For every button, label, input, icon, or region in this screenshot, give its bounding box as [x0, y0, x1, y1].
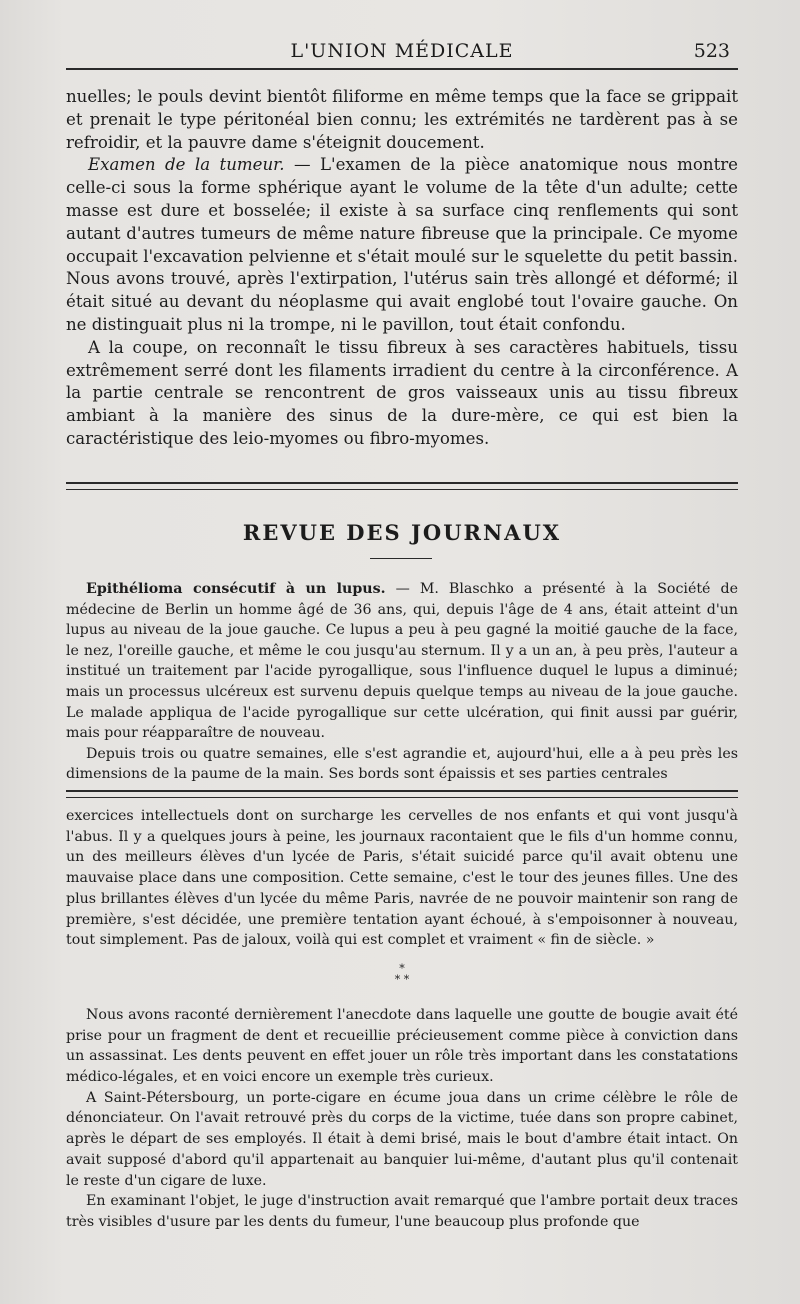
paragraph: A la coupe, on reconnaît le tissu fibreux à ses caractères habituels, tissu extrêmement serré dont les filaments irradient du centre à la circonférence. A la partie centrale se rencontrent de gros vaisseaux unis au tissu fibreux ambiant à la manière des sinus de la dure-mère, ce qui est bien la caractéristique des leio-myomes ou fibro-myomes.	[66, 337, 738, 448]
feuilleton-divider	[66, 790, 738, 798]
section-divider	[66, 482, 738, 490]
paragraph: Nous avons raconté dernièrement l'anecdote dans laquelle une goutte de bougie avait été prise pour un fragment de dent et recueillie précieusement comme pièce à conviction dans un assassinat. Les dents peuvent en effet jouer un rôle très important dans les constatations médico-légales, et en voici encore un exemple très curieux.	[66, 1006, 738, 1086]
section-title-underline	[370, 558, 432, 559]
section-title: REVUE DES JOURNAUX	[242, 520, 562, 545]
paragraph	[66, 579, 738, 744]
paragraph-text: — M. Blaschko a présenté à la Société de médecine de Berlin un homme âgé de 36 ans, qui, depuis l'âge de 4 ans, était atteint d'un lupus au niveau de la joue gauche. Ce lupus a peu à peu gagné la moitié gauche de la face, le nez, l'oreille gauche, et même le cou jusqu'au sternum. Il y a un an, à peu près, l'auteur a institué un traitement par l'acide pyrogallique, sous l'influence duquel le lupus a diminué; mais un processus ulcéreux est survenu depuis quelque temps au niveau de la joue gauche. Le malade appliqua de l'acide pyrogallique sur cette ulcération, qui finit aussi par guérir, mais pour réapparaître de nouveau.	[66, 581, 738, 742]
paragraph: exercices intellectuels dont on surcharge les cervelles de nos enfants et qui vont jusqu'à l'abus. Il y a quelques jours à peine, les journaux racontaient que le fils d'un homme connu, un des meilleurs élèves d'un lycée de Paris, s'était suicidé parce qu'il avait obtenu une mauvaise place dans une composition. Cette semaine, c'est le tour des jeunes filles. Une des plus brillantes élèves d'un lycée du même Paris, navrée de ne pouvoir maintenir son rang de première, s'est décidée, une première tentation ayant échoué, à s'empoisonner à nouveau, tout simplement. Pas de jaloux, voilà qui est complet et vraiment « fin de siècle. »	[66, 808, 738, 949]
paragraph: Depuis trois ou quatre semaines, elle s'est agrandie et, aujourd'hui, elle a à peu près les dimensions de la paume de la main. Ses bords sont épaissis et ses parties centrales	[66, 745, 738, 783]
paragraph	[66, 154, 738, 336]
article-heading: Epithélioma consécutif à un lupus.	[86, 581, 386, 597]
header-rule	[66, 68, 738, 70]
running-title: L'UNION MÉDICALE	[290, 40, 514, 62]
paragraph: nuelles; le pouls devint bientôt filiforme en même temps que la face se grippait et prenait le type péritonéal bien connu; les extrémités ne tardèrent pas à se refroidir, et la pauvre dame s'éteignit doucement.	[66, 87, 738, 152]
article-epithelioma	[66, 579, 738, 785]
article-tumor-case	[66, 86, 738, 451]
page-number: 523	[693, 40, 730, 62]
page-header	[66, 40, 738, 70]
feuilleton	[66, 806, 738, 1233]
paragraph-heading: Examen de la tumeur.	[88, 155, 285, 175]
paragraph: A Saint-Pétersbourg, un porte-cigare en écume joua dans un crime célèbre le rôle de dénonciateur. On l'avait retrouvé près du corps de la victime, tuée dans son propre cabinet, après le départ de ses employés. Il était à demi brisé, mais le bout d'ambre était intact. On avait supposé d'abord qu'il appartenait au banquier lui-même, d'autant plus qu'il contenait le reste d'un cigare de luxe.	[66, 1089, 738, 1189]
asterism: * * *	[394, 961, 410, 986]
paragraph-text: — L'examen de la pièce anatomique nous montre celle-ci sous la forme sphérique ayant le volume de la tête d'un adulte; cette masse est dure et bosselée; il existe à sa surface cinq renflements qui sont autant d'autres tumeurs de même nature fibreuse que la principale. Ce myome occupait l'excavation pelvienne et s'était moulé sur le squelette du petit bassin. Nous avons trouvé, après l'extirpation, l'utérus sain très allongé et déformé; il était situé au devant du néoplasme qui avait englobé tout l'ovaire gauche. On ne distinguait plus ni la trompe, ni le pavillon, tout était confondu.	[66, 155, 738, 334]
paragraph: En examinant l'objet, le juge d'instruction avait remarqué que l'ambre portait deux traces très visibles d'usure par les dents du fumeur, l'une beaucoup plus profonde que	[66, 1193, 738, 1230]
